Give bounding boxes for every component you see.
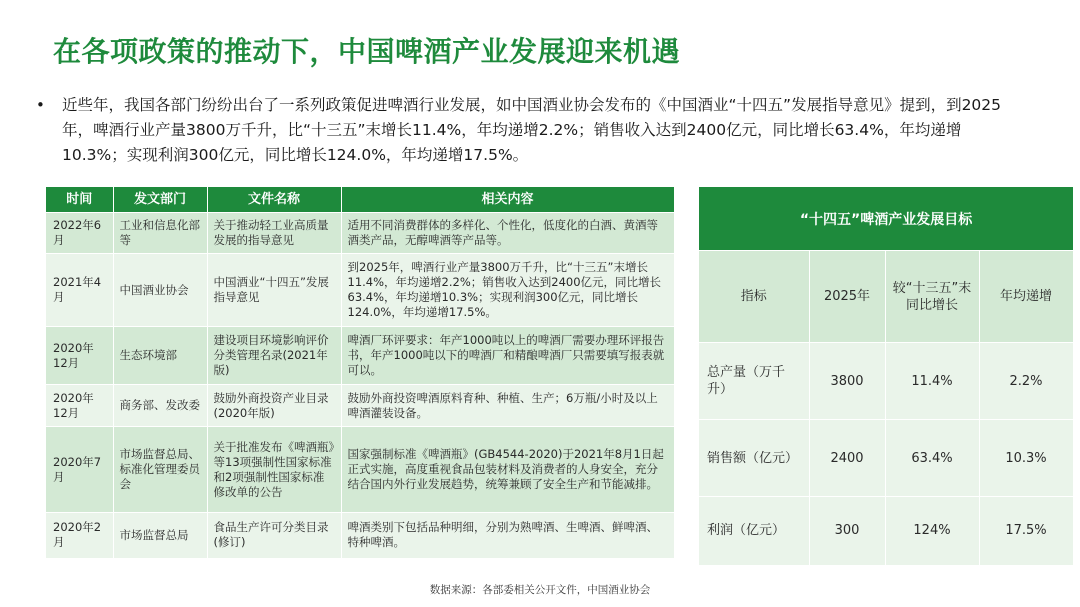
- cell-department: 生态环境部: [113, 327, 207, 385]
- cell-document: 中国酒业“十四五”发展指导意见: [207, 254, 341, 327]
- data-source-note: 数据来源：各部委相关公开文件，中国酒业协会: [429, 584, 651, 596]
- goals-cell-indicator: 利润（亿元）: [699, 497, 809, 565]
- header-time: 时间: [46, 187, 113, 213]
- goals-cell-annual: 10.3%: [979, 420, 1073, 497]
- goals-table: [699, 187, 1074, 565]
- table-row: [46, 254, 674, 327]
- cell-document: 关于批准发布《啤酒瓶》等13项强制性国家标准和2项强制性国家标准修改单的公告: [207, 427, 341, 513]
- header-document: 文件名称: [207, 187, 341, 213]
- goals-cell-annual: 17.5%: [979, 497, 1073, 565]
- cell-time: 2020年7月: [46, 427, 113, 513]
- cell-department: 商务部、发改委: [113, 385, 207, 427]
- cell-content: 适用不同消费群体的多样化、个性化，低度化的白酒、黄酒等酒类产品，无醇啤酒等产品等。: [341, 213, 674, 254]
- cell-time: 2020年2月: [46, 513, 113, 558]
- table-row: [46, 427, 674, 513]
- goals-cell-annual: 2.2%: [979, 343, 1073, 420]
- cell-content: 鼓励外商投资啤酒原料育种、种植、生产；6万瓶/小时及以上啤酒灌装设备。: [341, 385, 674, 427]
- goals-header-indicator: 指标: [699, 251, 809, 343]
- cell-department: 市场监督总局: [113, 513, 207, 558]
- cell-document: 食品生产许可分类目录(修订): [207, 513, 341, 558]
- cell-content: 到2025年，啤酒行业产量3800万千升，比“十三五”末增长11.4%，年均递增2.2%；销售收入达到2400亿元，同比增长63.4%，年均递增10.3%；实现利润300亿元，同比增长124.0%，年均递增17.5%。: [341, 254, 674, 327]
- goals-cell-indicator: 销售额（亿元）: [699, 420, 809, 497]
- goals-cell-growth: 124%: [885, 497, 979, 565]
- cell-document: 建设项目环境影响评价分类管理名录(2021年版): [207, 327, 341, 385]
- goals-table-title: “十四五”啤酒产业发展目标: [699, 187, 1073, 251]
- goals-table-header: [699, 251, 1073, 343]
- goals-header-annual: 年均递增: [979, 251, 1073, 343]
- goals-cell-growth: 11.4%: [885, 343, 979, 420]
- table-row: [699, 343, 1073, 420]
- cell-document: 关于推动轻工业高质量发展的指导意见: [207, 213, 341, 254]
- goals-cell-2025: 3800: [809, 343, 885, 420]
- goals-cell-indicator: 总产量（万千升）: [699, 343, 809, 420]
- goals-cell-2025: 2400: [809, 420, 885, 497]
- table-row: [46, 213, 674, 254]
- table-row: [46, 385, 674, 427]
- cell-content: 啤酒类别下包括品种明细，分别为熟啤酒、生啤酒、鲜啤酒、特种啤酒。: [341, 513, 674, 558]
- header-content: 相关内容: [341, 187, 674, 213]
- bullet-marker: •: [36, 96, 45, 114]
- policy-table-header: [46, 187, 674, 213]
- policy-table: [46, 187, 675, 558]
- goals-cell-2025: 300: [809, 497, 885, 565]
- cell-department: 工业和信息化部等: [113, 213, 207, 254]
- table-row: [46, 513, 674, 558]
- cell-time: 2020年12月: [46, 385, 113, 427]
- table-row: [699, 497, 1073, 565]
- cell-department: 市场监督总局、标准化管理委员会: [113, 427, 207, 513]
- table-row: [699, 420, 1073, 497]
- goals-header-2025: 2025年: [809, 251, 885, 343]
- page-title: 在各项政策的推动下，中国啤酒产业发展迎来机遇: [53, 35, 681, 68]
- cell-content: 国家强制标准《啤酒瓶》(GB4544-2020)于2021年8月1日起正式实施，高度重视食品包装材料及消费者的人身安全，充分结合国内外行业发展趋势，统筹兼顾了安全生产和节能减排。: [341, 427, 674, 513]
- goals-table-title-row: [699, 187, 1073, 251]
- cell-document: 鼓励外商投资产业目录(2020年版): [207, 385, 341, 427]
- header-department: 发文部门: [113, 187, 207, 213]
- table-row: [46, 327, 674, 385]
- intro-paragraph: 近些年，我国各部门纷纷出台了一系列政策促进啤酒行业发展，如中国酒业协会发布的《中国酒业“十四五”发展指导意见》提到，到2025年，啤酒行业产量3800万千升，比“十三五”末增长11.4%，年均递增2.2%；销售收入达到2400亿元，同比增长63.4%，年均递增10.3%；实现利润300亿元，同比增长124.0%，年均递增17.5%。: [62, 96, 1002, 164]
- goals-header-growth: 较“十三五”末同比增长: [885, 251, 979, 343]
- cell-time: 2021年4月: [46, 254, 113, 327]
- goals-cell-growth: 63.4%: [885, 420, 979, 497]
- cell-department: 中国酒业协会: [113, 254, 207, 327]
- cell-content: 啤酒厂环评要求：年产1000吨以上的啤酒厂需要办理环评报告书，年产1000吨以下的啤酒厂和精酿啤酒厂只需要填写报表就可以。: [341, 327, 674, 385]
- cell-time: 2022年6月: [46, 213, 113, 254]
- cell-time: 2020年12月: [46, 327, 113, 385]
